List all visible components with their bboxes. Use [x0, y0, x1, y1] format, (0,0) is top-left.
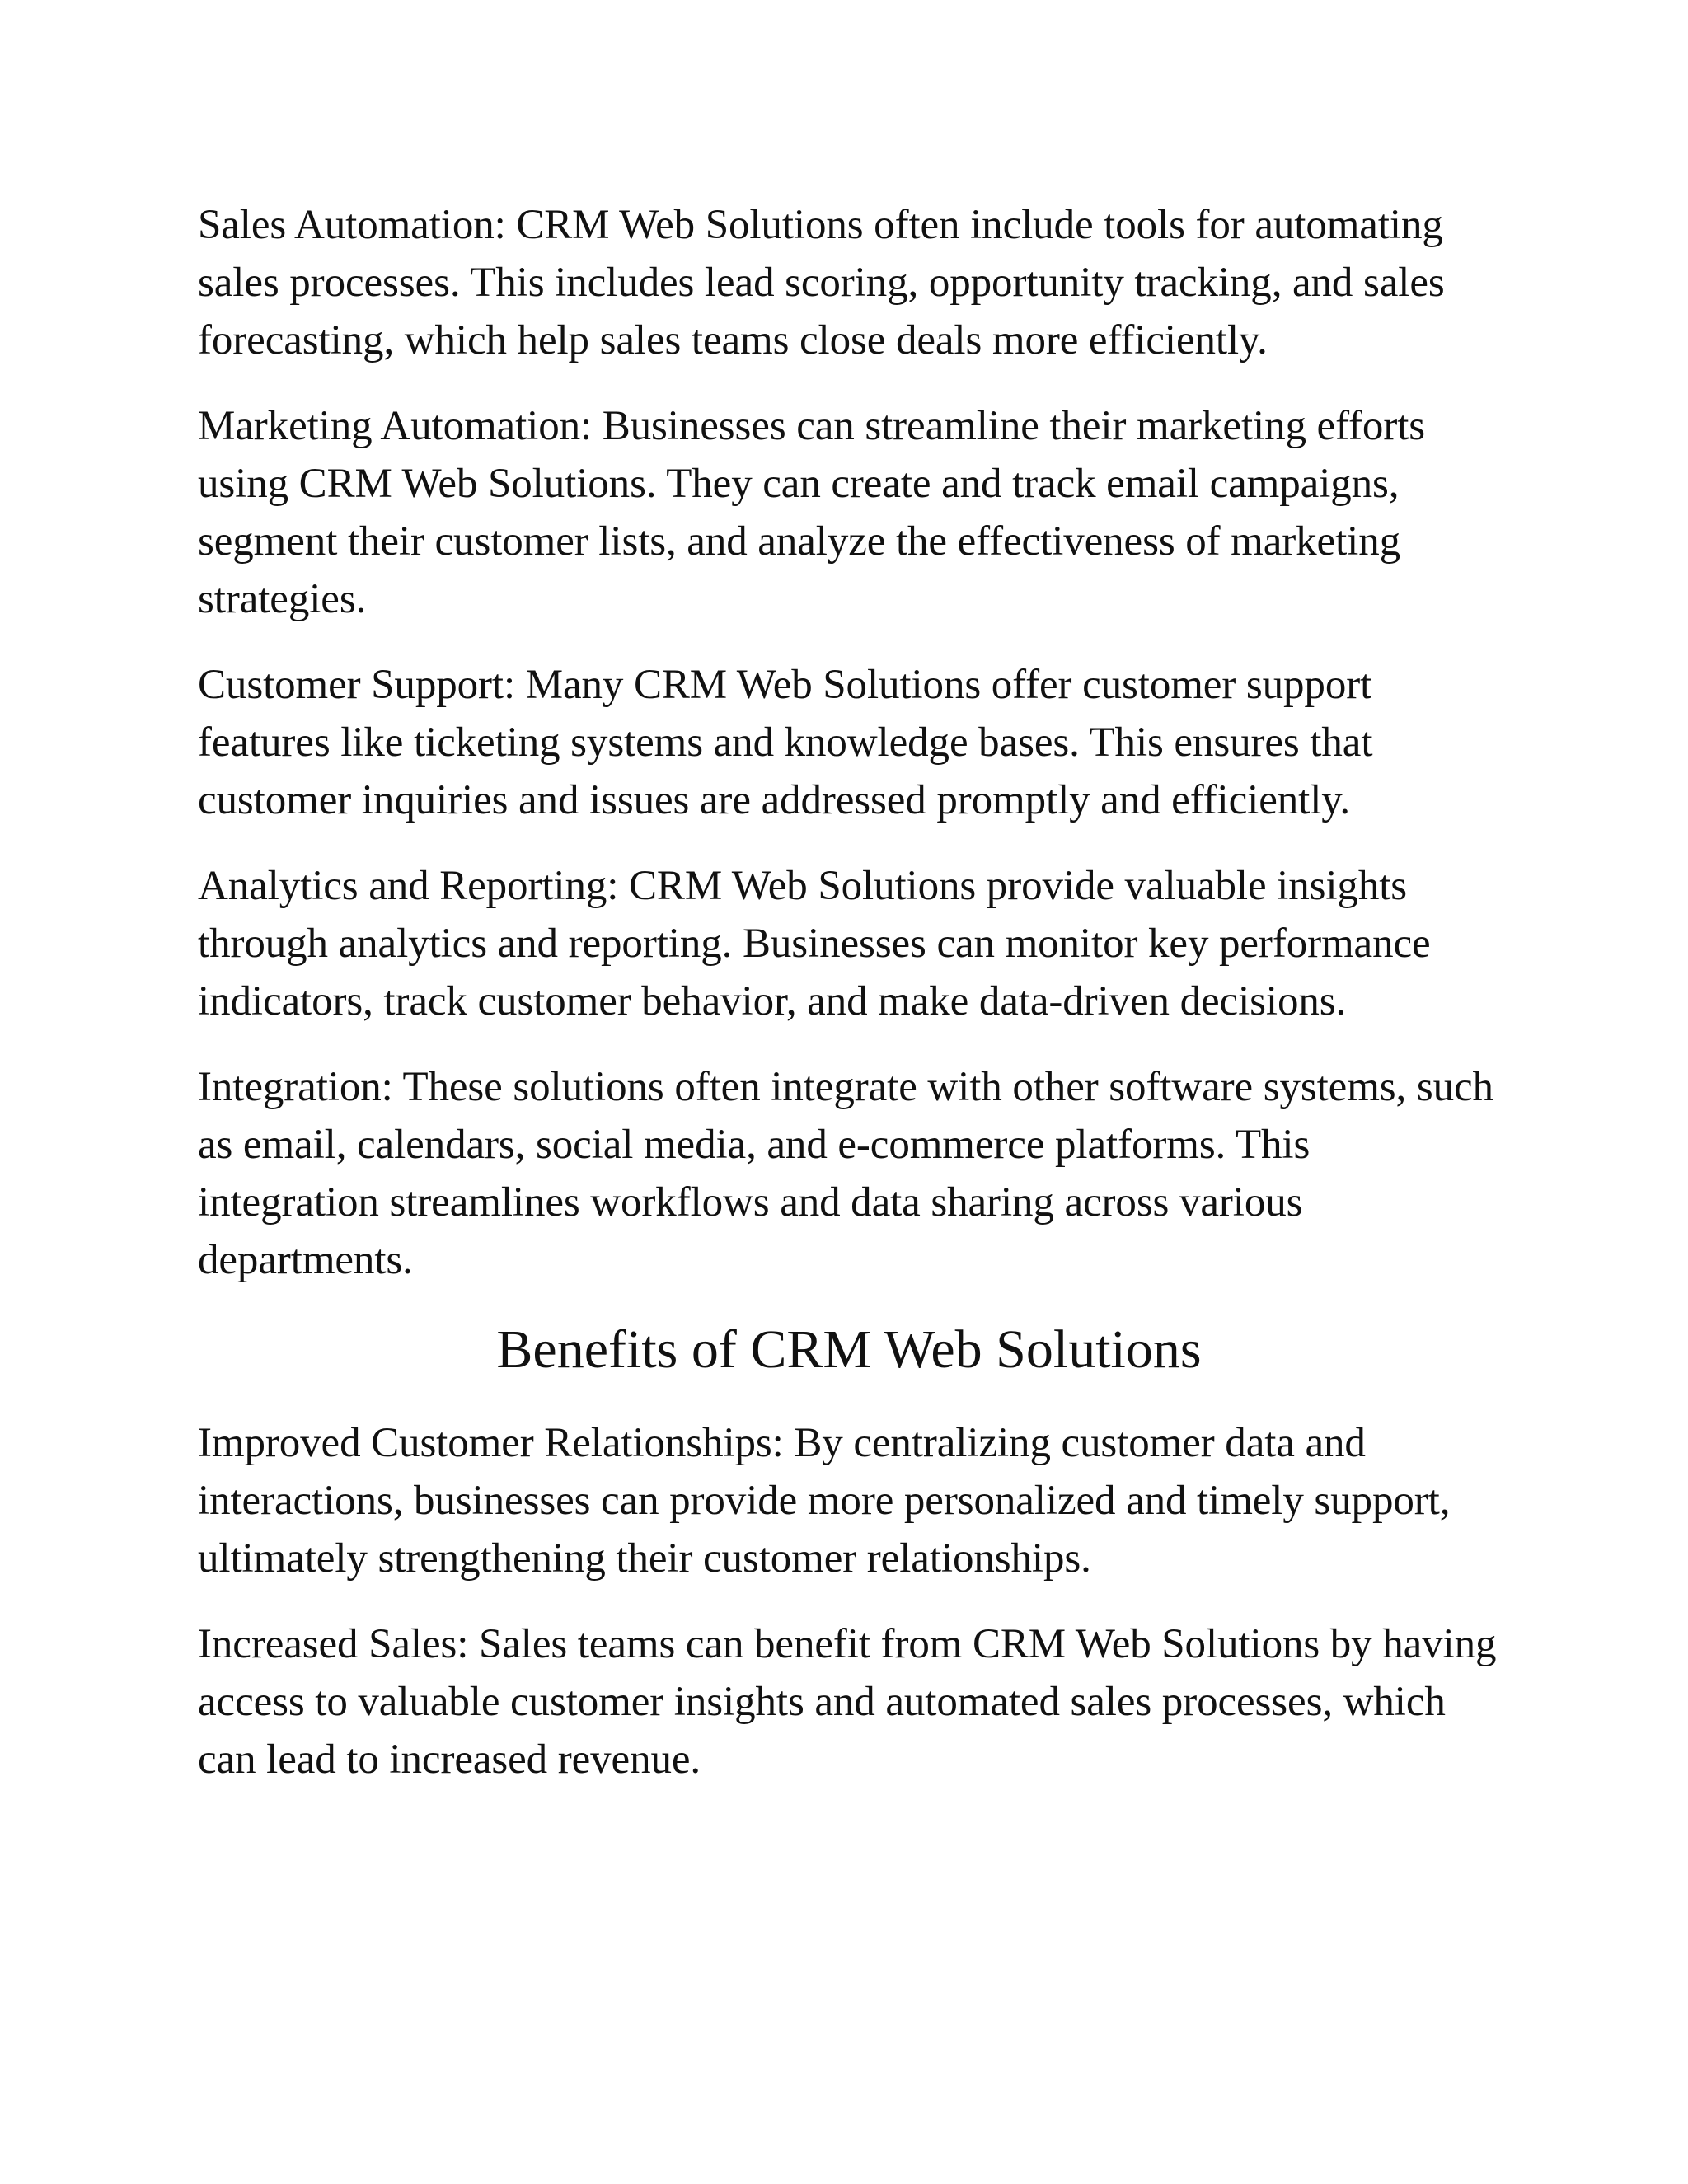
- paragraph-integration: Integration: These solutions often integrate with other software systems, such as email, calendars, social media, and e-commerce platforms. This integration streamlines workflows and data sharing across various departments.: [198, 1064, 1493, 1283]
- paragraph-analytics-reporting: Analytics and Reporting: CRM Web Solutions provide valuable insights through analytics and reporting. Businesses can monitor key performance indicators, track customer behavior, and make data-driven decisions.: [198, 863, 1431, 1024]
- paragraph-increased-sales: Increased Sales: Sales teams can benefit from CRM Web Solutions by having access to valuable customer insights and automated sales processes, which can lead to increased revenue.: [198, 1621, 1497, 1783]
- paragraph-marketing-automation: Marketing Automation: Businesses can streamline their marketing efforts using CRM Web Solutions. They can create and track email campaigns, segment their customer lists, and analyze the effectiveness of marketing strategies.: [198, 403, 1426, 622]
- paragraph-sales-automation: Sales Automation: CRM Web Solutions often include tools for automating sales processes. This includes lead scoring, opportunity tracking, and sales forecasting, which help sales teams close deals more efficiently.: [198, 202, 1445, 363]
- document-body: [198, 196, 1500, 1816]
- paragraph-customer-support: Customer Support: Many CRM Web Solutions offer customer support features like ticketing systems and knowledge bases. This ensures that customer inquiries and issues are addressed promptly and efficiently.: [198, 662, 1373, 823]
- paragraph-improved-customer-relationships: Improved Customer Relationships: By centralizing customer data and interactions, businesses can provide more personalized and timely support, ultimately strengthening their customer relationships.: [198, 1420, 1451, 1582]
- section-heading-benefits: Benefits of CRM Web Solutions: [496, 1319, 1202, 1380]
